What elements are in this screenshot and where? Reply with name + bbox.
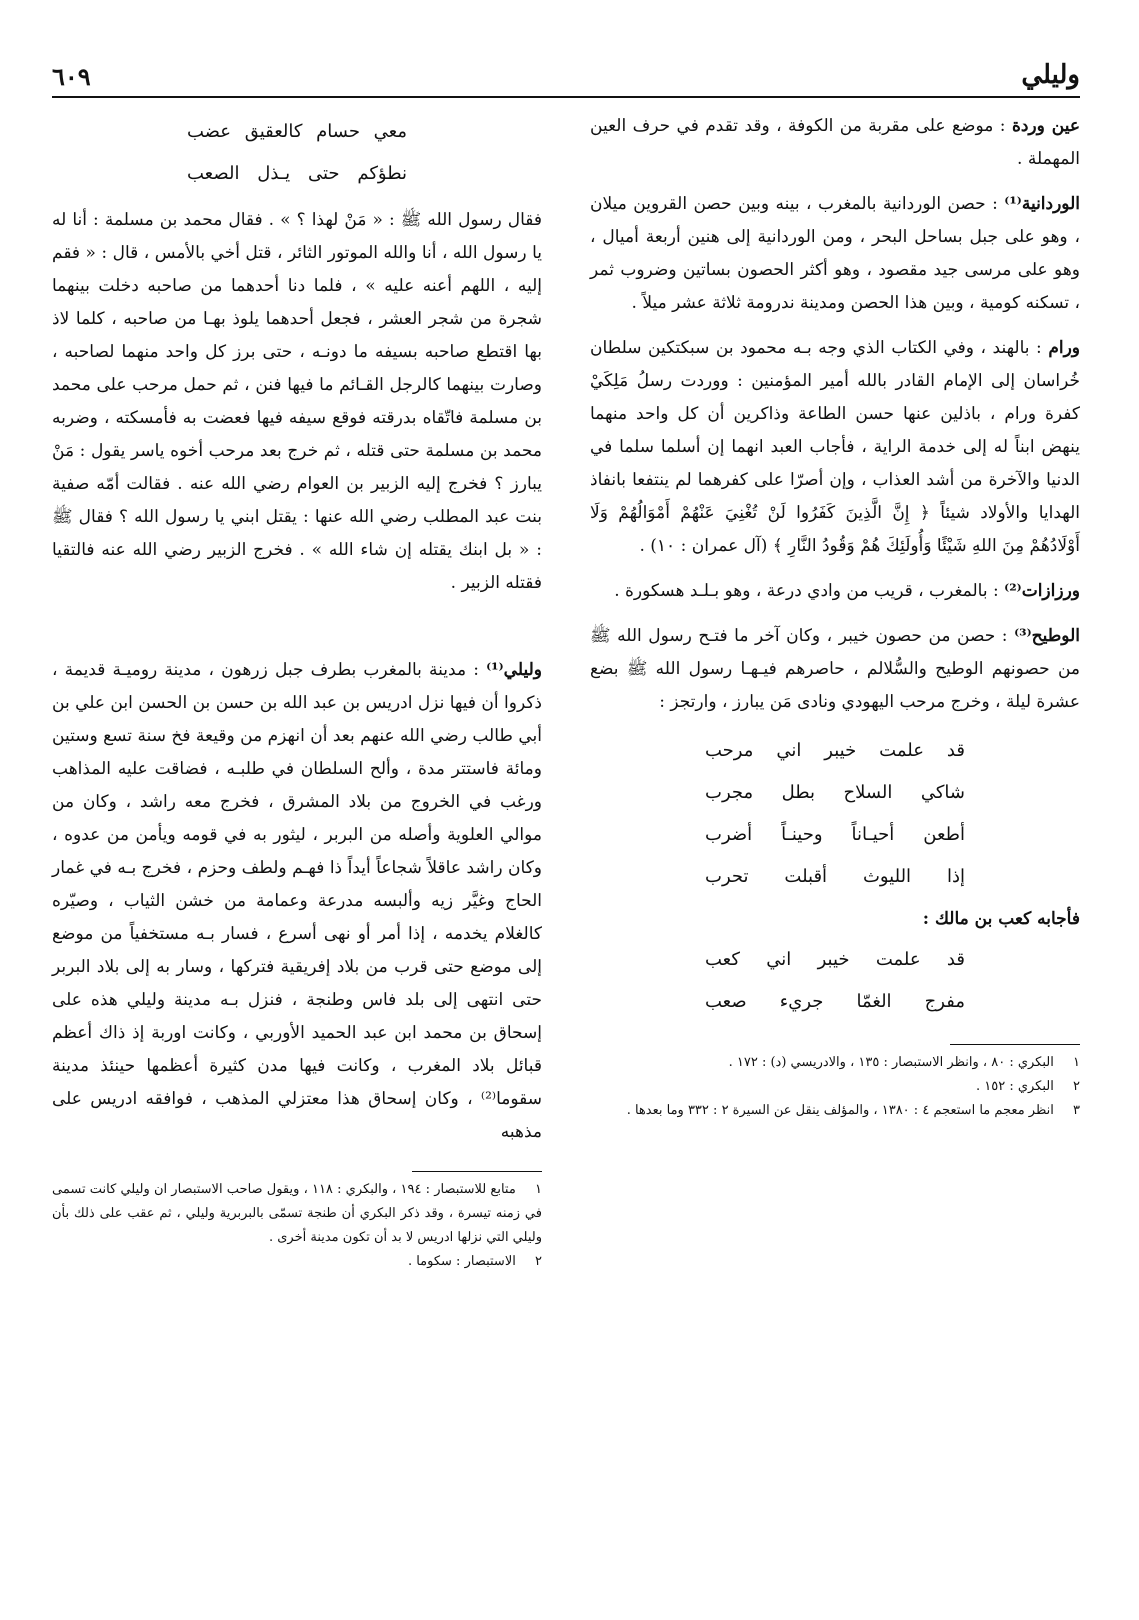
verse-word: السلاح (843, 782, 893, 803)
verse-word: كعب (705, 949, 740, 970)
verse-word: حتى (307, 163, 340, 184)
verse-line (705, 857, 965, 897)
footnote-number: ١ (535, 1182, 542, 1197)
verse-word: مجرب (705, 782, 754, 803)
entry-wardaniya (590, 188, 1080, 320)
entry-term: ورام (1048, 338, 1080, 358)
poem-kaab (590, 940, 1080, 1022)
verse-word: أضرب (705, 824, 753, 845)
entry-text: : موضع على مقربة من الكوفة ، وقد تقدم في حرف العين المهملة . (590, 116, 1080, 169)
footnote-text: الاستبصار : سكوما . (407, 1254, 516, 1269)
entry-text: : حصن من حصون خيبر ، وكان آخر ما فتـح رسول الله ﷺ من حصونهم الوطيح والسُّلالم ، حاصرهم فيـهـا رسول الله ﷺ بضع عشرة ليلة ، وخرج مرحب اليهودي ونادى مَن يبارز ، وارتجز : (590, 626, 1080, 712)
verse-line (705, 940, 965, 980)
verse-line (705, 773, 965, 813)
footnote (590, 1075, 1080, 1099)
entry-term: ورزازات⁽²⁾ (1004, 581, 1080, 601)
header-divider (52, 96, 1080, 98)
left-column (52, 110, 542, 1610)
verse-word: تحرب (705, 866, 749, 887)
verse-line (705, 815, 965, 855)
entry-term: الوطيح⁽³⁾ (1014, 626, 1080, 646)
verse-word: علمت (879, 740, 924, 761)
verse-word: عضب (187, 121, 232, 142)
footnote-text: البكري : ٨٠ ، وانظر الاستبصار : ١٣٥ ، والادريسي (د) : ١٧٢ . (728, 1055, 1054, 1070)
entry-term: الوردانية⁽¹⁾ (1004, 194, 1080, 214)
entry-text: : بالمغرب ، قريب من وادي درعة ، وهو بـلـد هسكورة . (614, 581, 1005, 601)
verse-line (705, 982, 965, 1022)
poem-marhab-continued (52, 112, 542, 194)
footnote-number: ٣ (1073, 1103, 1080, 1118)
verse-word: أطعن (923, 824, 965, 845)
verse-word: أقبلت (784, 866, 828, 887)
verse-word: خيبر (824, 740, 857, 761)
page-number: ٦٠٩ (52, 62, 91, 91)
verse-word: قد (946, 949, 965, 970)
footnote (590, 1051, 1080, 1075)
entry-walili (52, 654, 542, 1149)
entry-term: عين وردة (1011, 116, 1081, 136)
entry-ayn-warda (590, 110, 1080, 176)
entry-term: وليلي⁽¹⁾ (486, 660, 542, 680)
verse-word: حسام (316, 121, 360, 142)
poem-marhab (590, 731, 1080, 897)
footnote-divider (950, 1044, 1080, 1045)
verse-word: الليوث (862, 866, 912, 887)
footnote-text: انظر معجم ما استعجم ٤ : ١٣٨٠ ، والمؤلف ينقل عن السيرة ٢ : ٣٣٢ وما بعدها . (626, 1103, 1054, 1118)
entry-watih (590, 620, 1080, 719)
verse-word: علمت (875, 949, 921, 970)
entry-text: : حصن الوردانية بالمغرب ، بينه وبين حصن القروين ميلان ، وهو على جبل بساحل البحر ، ومن الوردانية إلى هنين أربعة أميال ، وهو على مرسى جيد مقصود ، وهو أكثر الحصون بساتين وضروب ثمر ، تسكنه كومية ، وبين هذا الحصن ومدينة ندرومة ثلاثة عشر ميلاً . (590, 194, 1080, 313)
verse-word: اني (766, 949, 792, 970)
entry-text: : مدينة بالمغرب بطرف جبل زرهون ، مدينة روميـة قديمة ، ذكروا أن فيها نزل ادريس بن عبد الله بن حسن بن الحسن ابن علي بن أبي طالب رضي الله عنهم بعد أن انهزم من وقيعة فخ سنة تسع وستين ومائة فاستتر مدة ، وألح السلطان في طلبـه ، فضاقت عليه المذاهب ورغب في الخروج من بلاد المشرق ، فخرج معه راشد ، وكان من موالي العلوية وأصله من البربر ، ليثور به في قومه ويأمن من عدوه ، وكان راشد عاقلاً شجاعاً أيداً ذا فهـم ولطف وحزم ، فخرج بـه في غمار الحاج وغيَّر زيه وألبسه مدرعة وعمامة من خشن الثياب ، وصيّره كالغلام يخدمه ، إذا أمر أو نهى أسرع ، فسار بـه مستخفياً من موضع إلى موضع حتى قرب من بلاد إفريقية فتركها ، وسار به إلى بلاد البربر حتى انتهى إلى بلد فاس وطنجة ، فنزل بـه مدينة وليلي هذه على إسحاق بن محمد ابن عبد الحميد الأوربي ، وكانت اوربة إذ ذاك أعظم قبائل بلاد المغرب ، وكانت فيها مدن كثيرة أعظمها حينئذ مدينة سقوما⁽²⁾ ، وكان إسحاق هذا معتزلي المذهب ، فوافقه ادريس على مذهبه (52, 660, 542, 1142)
entry-text: : بالهند ، وفي الكتاب الذي وجه بـه محمود بن سبكتكين سلطان خُراسان إلى الإمام القادر بالله أمير المؤمنين : ووردت رسلُ مَلِكَيْ كفرة ورام ، باذلين عنها حسن الطاعة وذاكرين أن كل واحد منهما ينهض ابناً له إلى خدمة الراية ، فأجاب العبد انهما إن أسلما سلما في الدنيا والآخرة من أشد العذاب ، وإن أصرّا على كفرهما لم ينتفعا بانفاذ الهدايا والأولاد شيئاً ﴿ إِنَّ الَّذِينَ كَفَرُوا لَنْ تُغْنِيَ عَنْهُمْ أَمْوَالُهُمْ وَلَا أَوْلَادُهُمْ مِنَ اللهِ شَيْئًا وَأُولَئِكَ هُمْ وَقُودُ النَّارِ ﴾ (آل عمران : ١٠) . (590, 338, 1081, 556)
footnote (52, 1250, 542, 1274)
verse-word: كالعقيق (244, 121, 303, 142)
footnote-number: ١ (1073, 1055, 1080, 1070)
verse-word: يـذل (257, 163, 291, 184)
entry-warzazat (590, 575, 1080, 608)
verse-word: معي (373, 121, 407, 142)
verse-word: جريء (779, 991, 824, 1012)
running-header (52, 60, 1080, 100)
verse-word: الصعب (187, 163, 240, 184)
verse-word: صعب (705, 991, 747, 1012)
footnote (590, 1099, 1080, 1123)
verse-line (187, 154, 407, 194)
footnote-number: ٢ (535, 1254, 542, 1269)
verse-word: قد (946, 740, 965, 761)
running-title: وليلي (1021, 60, 1080, 90)
verse-word: الغمّا (856, 991, 892, 1012)
footnote-text: متابع للاستبصار : ١٩٤ ، والبكري : ١١٨ ، ويقول صاحب الاستبصار ان وليلي كانت تسمى في زمنه تيسرة ، وقد ذكر البكري أن طنجة تسمّى بالبربرية وليلي ، ثم عقب على ذلك بأن وليلي التي نزلها ادريس لا بد أن تكون مدينة أخرى . (52, 1182, 542, 1245)
footnote-text: البكري : ١٥٢ . (975, 1079, 1054, 1094)
verse-line (705, 731, 965, 771)
verse-word: نطؤكم (357, 163, 407, 184)
verse-word: وحينـاً (781, 824, 823, 845)
verse-word: خيبر (817, 949, 850, 970)
verse-word: إذا (946, 866, 965, 887)
footnote-divider (412, 1171, 542, 1172)
verse-word: مفرج (924, 991, 965, 1012)
verse-word: بطل (781, 782, 816, 803)
footnote (52, 1178, 542, 1250)
narrative-paragraph: فقال رسول الله ﷺ : « مَنْ لهذا ؟ » . فقال محمد بن مسلمة : أنا له يا رسول الله ، أنا والله الموتور الثائر ، قتل أخي بالأمس ، قال : « فقم إليه ، اللهم أعنه عليه » ، فلما دنا أحدهما من صاحبه دخلت بينهما شجرة من شجر العشر ، فجعل أحدهما يلوذ بهـا من صاحبه ، كلما لاذ بها اقتطع صاحبه بسيفه ما دونـه ، حتى برز كل واحد منهما لصاحبه ، وصارت بينهما كالرجل القـائم ما فيها فنن ، ثم حمل مرحب على محمد بن مسلمة فاتّقاه بدرقته فوقع سيفه فيها فعضت به فأمسكته ، وضربه محمد بن مسلمة حتى قتله ، ثم خرج بعد مرحب أخوه ياسر يقول : مَنْ يبارز ؟ فخرج إليه الزبير بن العوام رضي الله عنه . فقالت أمّه صفية بنت عبد المطلب رضي الله عنها : يقتل ابني يا رسول الله ؟ فقال ﷺ : « بل ابنك يقتله إن شاء الله » . فخرج الزبير رضي الله عنه فالتقيا فقتله الزبير . (52, 210, 542, 593)
footnote-number: ٢ (1073, 1079, 1080, 1094)
right-column (590, 110, 1080, 1610)
verse-line (187, 112, 407, 152)
verse-word: مرحب (705, 740, 754, 761)
entry-waram (590, 332, 1080, 563)
verse-word: أحيـاناً (851, 824, 895, 845)
section-spacer (52, 612, 542, 654)
reply-intro: فأجابه كعب بن مالك : (922, 909, 1080, 929)
verse-word: اني (776, 740, 802, 761)
verse-word: شاكي (920, 782, 965, 803)
